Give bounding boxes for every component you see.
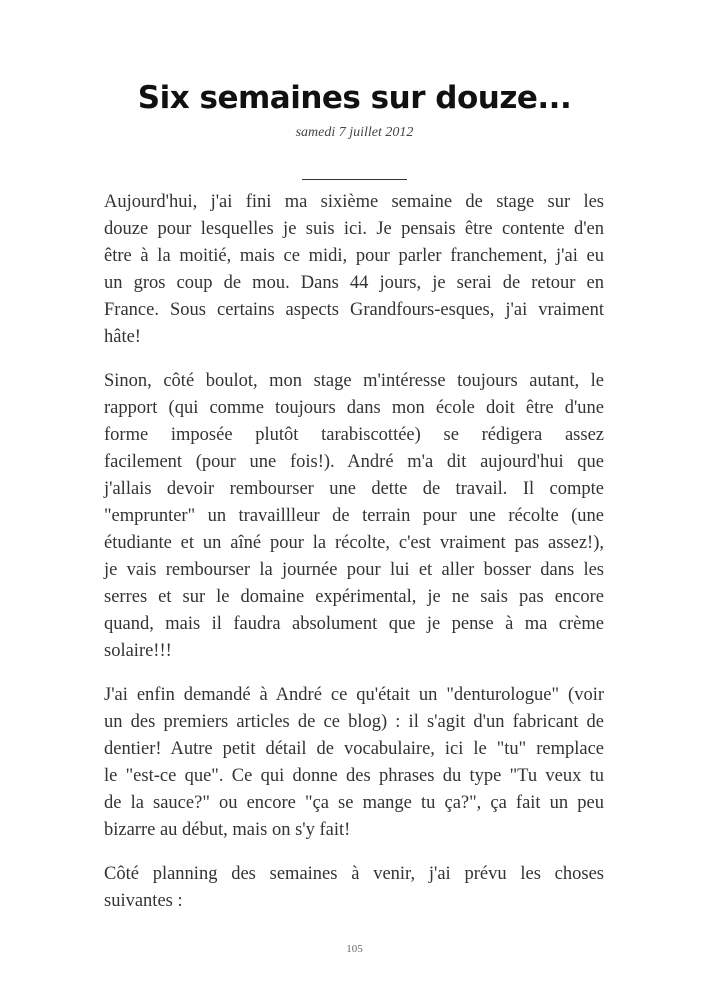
paragraph	[104, 189, 604, 351]
text-line: un gros coup de mou. Dans 44 jours, je serai de retour en	[104, 273, 604, 293]
text-line: étudiante et un aîné pour la récolte, c'est vraiment pas assez!),	[104, 533, 604, 553]
article-body	[104, 189, 604, 932]
text-line: Côté planning des semaines à venir, j'ai prévu les choses	[104, 864, 604, 884]
page-number: 105	[346, 943, 363, 955]
paragraph	[104, 861, 604, 915]
text-line: un des premiers articles de ce blog) : il s'agit d'un fabricant de	[104, 712, 604, 732]
text-line: serres et sur le domaine expérimental, je ne sais pas encore	[104, 587, 604, 607]
separator-rule	[302, 179, 407, 180]
text-line: bizarre au début, mais on s'y fait!	[104, 820, 351, 840]
text-line: douze pour lesquelles je suis ici. Je pensais être contente d'en	[104, 219, 604, 239]
text-line: le "est-ce que". Ce qui donne des phrases du type "Tu veux tu	[104, 766, 604, 786]
text-line: je vais rembourser la journée pour lui et aller bosser dans les	[104, 560, 604, 580]
text-line: "emprunter" un travaillleur de terrain pour une récolte (une	[104, 506, 604, 526]
text-line: dentier! Autre petit détail de vocabulaire, ici le "tu" remplace	[104, 739, 604, 759]
text-line: de la sauce?" ou encore "ça se mange tu ça?", ça fait un peu	[104, 793, 604, 813]
paragraph	[104, 368, 604, 665]
text-line: facilement (pour une fois!). André m'a dit aujourd'hui que	[104, 452, 604, 472]
text-line: forme imposée plutôt tarabiscottée) se rédigera assez	[104, 425, 604, 445]
text-line: Aujourd'hui, j'ai fini ma sixième semaine de stage sur les	[104, 192, 604, 212]
text-line: hâte!	[104, 327, 141, 347]
text-line: quand, mais il faudra absolument que je pense à ma crème	[104, 614, 604, 634]
article-date: samedi 7 juillet 2012	[295, 125, 414, 140]
text-line: suivantes :	[104, 891, 183, 911]
text-line: être à la moitié, mais ce midi, pour parler franchement, j'ai eu	[104, 246, 604, 266]
text-line: Sinon, côté boulot, mon stage m'intéresse toujours autant, le	[104, 371, 604, 391]
text-line: j'allais devoir rembourser une dette de travail. Il compte	[104, 479, 604, 499]
text-line: J'ai enfin demandé à André ce qu'était un "denturologue" (voir	[104, 685, 604, 705]
article-title: Six semaines sur douze...	[137, 80, 572, 116]
text-line: France. Sous certains aspects Grandfours-esques, j'ai vraiment	[104, 300, 604, 320]
paragraph	[104, 682, 604, 844]
text-line: rapport (qui comme toujours dans mon école doit être d'une	[104, 398, 604, 418]
text-line: solaire!!!	[104, 641, 172, 661]
